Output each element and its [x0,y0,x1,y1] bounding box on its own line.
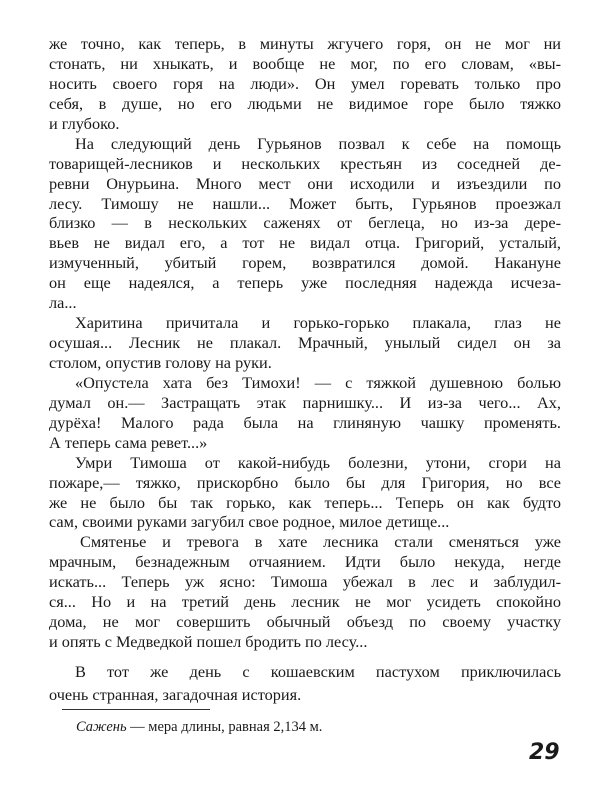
text-line: столом, опустив голову на руки. [49,352,272,372]
text-line: В тот же день с кошаевским пастухом приключилась [75,662,561,681]
text-line: вьев не видал его, а тот не видал отца. Григорий, усталый, [49,233,561,253]
text-line: же не было бы так горько, как теперь... Теперь он как будто [49,492,561,512]
text-line: осушая... Лесник не плакал. Мрачный, унылый сидел он за [49,333,561,352]
text-line: искать... Теперь уж ясно: Тимоша убежал в лес и заблудил- [49,572,561,592]
text-line: На следующий день Гурьянов позвал к себе на помощь [75,133,561,153]
footnote [76,717,322,737]
text-line: «Опустела хата без Тимохи! — с тяжкой душевною болью [75,372,561,392]
text-line: ла... [49,293,77,313]
text-line: стонать, ни хныкать, и вообще не мог, по его словам, «вы- [49,53,561,73]
page-number: 29 [529,740,560,765]
text-line: думал он.— Застращать этак парнишку... И из-за чего... Ах, [49,392,561,412]
text-line: сам, своими руками загубил свое родное, милое детище... [49,512,450,532]
text-line: и глубоко. [49,113,120,133]
text-line: мрачным, безнадежным отчаянием. Идти было некуда, негде [49,552,561,572]
footnote-term: Сажень [76,719,127,735]
text-line: и опять с Медведкой пошел бродить по лесу... [49,632,368,651]
text-line: Умри Тимоша от какой-нибудь болезни, утони, сгори на [75,452,561,472]
text-line: дурёха! Малого рада была на глиняную чашку променять. [49,412,561,432]
text-line: измученный, убитый горем, возвратился домой. Накануне [49,253,561,273]
text-line: Харитина причитала и горько-горько плакала, глаз не [75,313,561,333]
text-line: ревни Онурьина. Много мест они исходили и изъездили по [49,173,561,193]
text-line: носить своего горя на люди». Он умел горевать только про [49,73,561,93]
text-line: близко — в нескольких саженях от беглеца, но из-за дере- [49,213,561,233]
text-line: ся... Но и на третий день лесник не мог усидеть спокойно [49,592,561,612]
footnote-divider [62,709,210,710]
text-line: Смятенье и тревога в хате лесника стали сменяться уже [80,532,561,552]
text-line: же точно, как теперь, в минуты жгучего горя, он не мог ни [49,34,561,53]
text-line: пожаре,— тяжко, прискорбно было бы для Григория, но все [49,472,561,492]
text-line: себя, в душе, но его людьми не видимое горе было тяжко [49,93,561,113]
text-line: лесу. Тимошу не нашли... Может быть, Гурьянов проезжал [49,193,561,213]
text-line: он еще надеялся, а теперь уже последняя надежда исчеза- [49,273,561,293]
text-line: А теперь сама ревет...» [49,432,208,452]
text-line: очень странная, загадочная история. [49,685,302,704]
text-line: товарищей-лесников и нескольких крестьян из соседней де- [49,153,561,173]
footnote-definition: — мера длины, равная 2,134 м. [126,719,323,735]
text-line: дома, не мог совершить обычный объезд по своему участку [49,612,561,632]
